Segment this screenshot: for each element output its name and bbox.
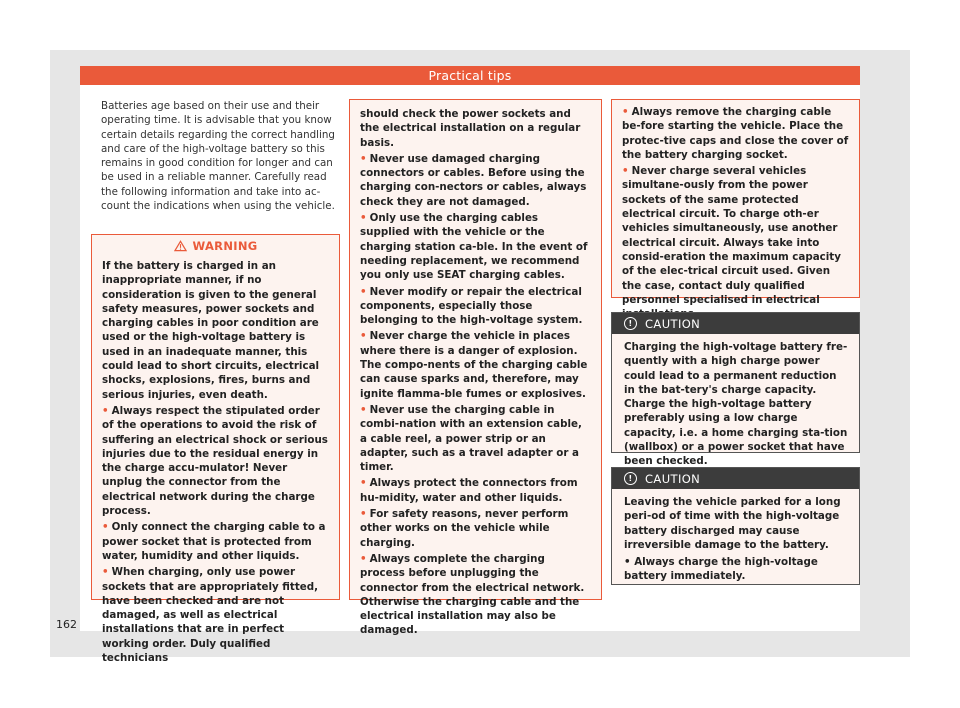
list-item: • Never modify or repair the electrical components, especially those belonging to the high-voltage system. [360, 285, 583, 327]
warning-icon [174, 240, 187, 252]
bullet-icon: • [360, 477, 367, 490]
list-item: • Never use the charging cable in combi-nation with an extension cable, a cable reel, a power strip or an adapter, such as a travel adapter or a timer. [360, 403, 582, 474]
caution-text: Charging the high-voltage battery fre-quently with a high charge power could lead to a permanent reduction in the bat-tery's charge capacity. Charge the high-voltage battery preferably using a low charge capacity, i.e. a home charging sta-tion (wallbox) or a power socket that have been checked. [624, 341, 848, 468]
list-item: • Always charge the high-voltage battery immediately. [624, 556, 818, 583]
bullet-icon: • [360, 212, 367, 225]
list-item: • Always protect the connectors from hu-midity, water and other liquids. [360, 477, 578, 504]
caution-body [612, 489, 859, 584]
list-item: • Never charge the vehicle in places where there is a danger of explosion. The compo-nents of the charging cable can cause sparks and, therefore, may ignite flamma-ble fumes or explosives. [360, 330, 588, 400]
warning-box [91, 234, 340, 665]
warning-header [92, 237, 339, 255]
bullet-icon: • [102, 566, 109, 579]
list-item: • Always complete the charging process before unplugging the connector from the electrical network. Otherwise the charging cable and the electrical installation may also be damaged. [360, 552, 585, 637]
caution-header [612, 313, 859, 334]
bullet-icon: • [102, 404, 109, 417]
warning-title: WARNING [192, 239, 258, 253]
bullet-icon: • [360, 403, 367, 416]
list-item: • Never use damaged charging connectors or cables. Before using the charging con-nectors or cables, always check they are not damaged. [360, 152, 587, 208]
bullet-icon: • [360, 285, 367, 298]
bullet-icon: • [360, 552, 367, 565]
bullet-icon: • [622, 165, 629, 178]
bullet-icon: • [360, 152, 367, 165]
bullet-icon: • [360, 508, 367, 521]
warning-body [92, 255, 339, 665]
caution-title: CAUTION [645, 471, 701, 486]
list-item: • When charging, only use power sockets that are appropriately fitted, have been checked and are not damaged, as well as electrical installations that are in perfect working order. Duly qualified technicians [102, 566, 319, 665]
intro-paragraph: Batteries age based on their use and their operating time. It is advisable that you know certain details regarding the correct handling and care of the high-voltage battery so this remains in good condition for longer and can be used in a reliable manner. Carefully read the following information and take into ac-count the indications when using the vehicle. [101, 100, 335, 213]
caution-box-2 [611, 467, 860, 585]
list-item: • Always respect the stipulated order of the operations to avoid the risk of suffering an electrical shock or serious injuries due to the residual energy in the charge accu-mulator! Never unplug the connector from the electrical network during the charge process. [102, 404, 328, 518]
warning-lead: If the battery is charged in an inappropriate manner, if no consideration is given to the general safety measures, power sockets and charging cables in poor condition are used or the high-voltage battery is used in an inadequate manner, this could lead to short circuits, electrical shocks, explosions, fires, burns and serious injuries, even death. [102, 260, 320, 401]
warning-continued-2-body [612, 100, 859, 321]
info-icon: ! [624, 317, 637, 330]
bullet-icon: • [102, 521, 109, 534]
bullet-icon: • [360, 330, 367, 343]
list-item: • Always remove the charging cable be-fore starting the vehicle. Place the protec-tive caps and close the cover of the battery charging socket. [622, 106, 849, 161]
caution-body [612, 334, 859, 469]
warning-box-continued [349, 99, 602, 637]
warning-continued-body [350, 100, 601, 638]
list-item: • Only use the charging cables supplied with the vehicle or the charging station ca-ble. In the event of needing replacement, we recommend you only use SEAT charging cables. [360, 212, 588, 282]
bullet-icon: • [622, 106, 629, 118]
info-icon: ! [624, 472, 637, 485]
list-item: • Only connect the charging cable to a power socket that is protected from water, humidity and other liquids. [102, 521, 326, 562]
caution-title: CAUTION [645, 316, 701, 331]
bullet-icon: • [624, 556, 631, 569]
warning-box-continued-2 [611, 99, 860, 306]
page-number: 162 [56, 618, 77, 631]
list-item: • Never charge several vehicles simultane-ously from the power sockets of the same protected electrical circuit. To charge oth-er vehicles simultaneously, use another electrical circuit. Always take into consid-eration the maximum capacity of the elec-trical circuit used. Given the case, contact duly qualified personnel specialised in electrical [622, 165, 841, 306]
page-header: Practical tips [80, 66, 860, 85]
caution-header [612, 468, 859, 489]
list-item: • For safety reasons, never perform other works on the vehicle while charging. [360, 508, 569, 549]
caution-box-1 [611, 312, 860, 468]
caution-text: Leaving the vehicle parked for a long peri-od of time with the high-voltage battery discharged may cause irreversible damage to the battery. [624, 496, 841, 551]
warning-continued-lead: should check the power sockets and the electrical installation on a regular basis. [360, 108, 581, 149]
